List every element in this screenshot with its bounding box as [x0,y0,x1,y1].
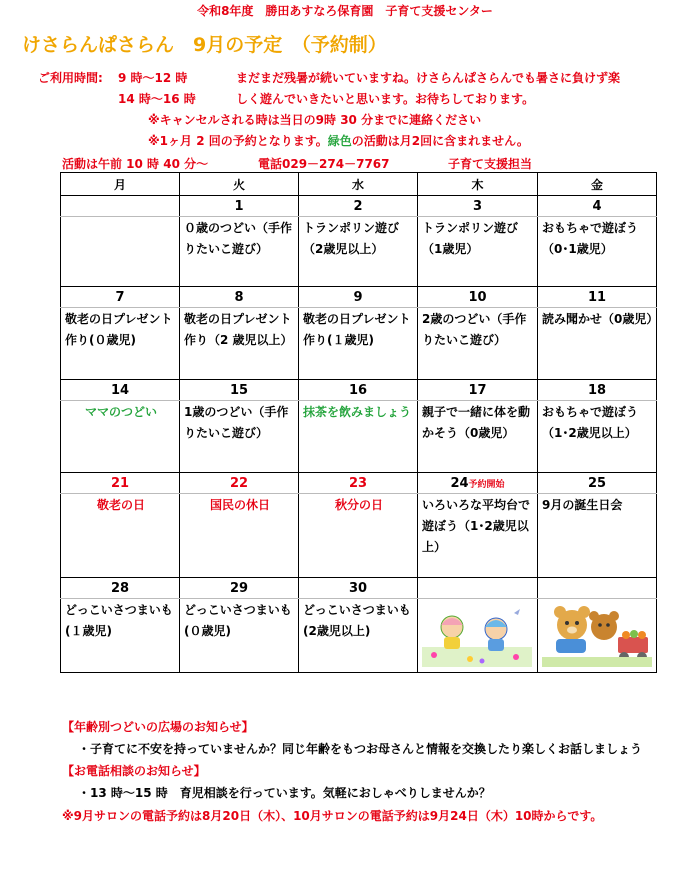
date-row [61,196,657,217]
date-cell: 30 [299,578,418,599]
notice-age-body: ・子育てに不安を持っていませんか？同じ年齢をもつお母さんと情報を交換したり楽しくお話しましょう [78,742,643,756]
activity-cell [538,308,657,380]
activity-cell [299,308,418,380]
activity-cell [418,308,538,380]
activity-time: 活動は午前 10 時 40 分～ [62,157,209,171]
date-cell: 23 [299,473,418,494]
date-number: 24 [450,475,469,491]
weekday-wed: 水 [299,173,418,196]
date-row [61,473,657,494]
holiday-text: 国民の休日 [209,498,270,512]
date-cell: 10 [418,287,538,308]
activity-text: どっこいさつまいも(１歳児) [65,603,173,638]
activity-text: ママのつどい [84,405,157,419]
cancel-note: ※キャンセルされる時は当日の9時 30 分までに連絡ください [148,113,482,127]
reserve-note-green: 緑色 [327,134,352,148]
activity-cell [61,599,180,673]
activity-cell [418,217,538,287]
date-cell [61,196,180,217]
weekday-thu: 木 [418,173,538,196]
holiday-text: 秋分の日 [334,498,383,512]
date-row [61,578,657,599]
reserve-note [148,132,529,149]
salon-note: ※9月サロンの電話予約は8月20日（木）、10月サロンの電話予約は9月24日（木）10時からです。 [62,809,603,823]
activity-cell [180,308,299,380]
notice-tel-title: 【お電話相談のお知らせ】 [62,764,206,778]
date-cell: 16 [299,380,418,401]
activity-cell [61,401,180,473]
activity-cell [299,494,418,578]
date-cell: 15 [180,380,299,401]
date-cell: 4 [538,196,657,217]
activity-text: トランポリン遊び（2歳児以上） [303,221,400,256]
teddy-bears-illustration-icon [542,603,652,667]
illustration-cell [418,599,538,673]
activity-row [61,217,657,287]
weekday-tue: 火 [180,173,299,196]
activity-text: 9月の誕生日会 [542,498,623,512]
activity-text: ０歳のつどい（手作りたいこ遊び） [184,221,293,256]
notice-tel-body: ・13 時～15 時 育児相談を行っています。気軽におしゃべりしませんか？ [78,786,491,800]
activity-cell [180,599,299,673]
activity-cell [418,401,538,473]
activity-text: 敬老の日プレゼント作り(０歳児) [65,312,173,347]
date-cell: 17 [418,380,538,401]
hours-label: ご利用時間: [38,71,103,85]
date-cell: 29 [180,578,299,599]
date-cell: 28 [61,578,180,599]
greeting-line-1: まだまだ残暑が続いていますね。けさらんぱさらんでも暑さに負けず楽 [236,71,621,85]
activity-text: おもちゃで遊ぼう（0･1歳児） [542,221,639,256]
activity-cell [538,401,657,473]
activity-text: トランポリン遊び（1歳児） [422,221,519,256]
activity-text: 敬老の日プレゼント作り（2 歳児以上） [184,312,293,347]
children-playing-illustration-icon [422,603,532,667]
date-cell: 25 [538,473,657,494]
weekday-fri: 金 [538,173,657,196]
date-cell: 2 [299,196,418,217]
reservation-start-tag: 予約開始 [468,479,505,490]
date-row [61,287,657,308]
date-cell [538,578,657,599]
date-row [61,380,657,401]
date-cell: 8 [180,287,299,308]
date-cell: 22 [180,473,299,494]
date-cell: 1 [180,196,299,217]
phone-number: 電話029－274－7767 [258,157,390,171]
activity-cell [418,494,538,578]
header-org: 令和8年度 勝田あすなろ保育園 子育て支援センター [197,4,493,18]
activity-cell [180,494,299,578]
greeting-line-2: しく遊んでいきたいと思います。お待ちしております。 [236,92,535,106]
reserve-note-a: ※1ヶ月 2 回の予約となります。 [148,134,328,148]
activity-row [61,599,657,673]
date-cell: 14 [61,380,180,401]
activity-cell [61,494,180,578]
date-cell: 21 [61,473,180,494]
staff-label: 子育て支援担当 [448,157,533,171]
activity-cell [538,217,657,287]
activity-text: 敬老の日プレゼント作り(１歳児) [303,312,411,347]
notice-age-title: 【年齢別つどいの広場のお知らせ】 [62,720,254,734]
hours-afternoon: 14 時～16 時 [118,92,196,106]
activity-text: 2歳のつどい（手作りたいこ遊び） [422,312,527,347]
activity-text: 1歳のつどい（手作りたいこ遊び） [184,405,289,440]
activity-text: 読み聞かせ（0歳児） [542,312,659,326]
date-cell [418,578,538,599]
date-cell: 9 [299,287,418,308]
holiday-text: 敬老の日 [96,498,145,512]
activity-cell [180,217,299,287]
date-cell: 3 [418,196,538,217]
date-cell: 11 [538,287,657,308]
calendar-table [60,172,657,673]
activity-cell [299,217,418,287]
activity-text: 親子で一緒に体を動かそう（0歳児） [422,405,531,440]
activity-text: どっこいさつまいも(2歳児以上) [303,603,411,638]
activity-text: おもちゃで遊ぼう（1･2歳児以上） [542,405,639,440]
page-title: けさらんぱさらん 9月の予定 （予約制） [22,34,387,56]
activity-cell [538,494,657,578]
activity-cell [299,599,418,673]
activity-row [61,494,657,578]
reserve-note-b: の活動は月2回に含まれません。 [351,134,529,148]
weekday-mon: 月 [61,173,180,196]
date-cell: 7 [61,287,180,308]
weekday-header-row [61,173,657,196]
hours-morning: 9 時～12 時 [118,71,188,85]
illustration-cell [538,599,657,673]
date-cell: 18 [538,380,657,401]
activity-text: 抹茶を飲みましょう [303,405,412,419]
activity-cell [180,401,299,473]
activity-cell [61,217,180,287]
activity-row [61,401,657,473]
activity-text: どっこいさつまいも(０歳児) [184,603,292,638]
activity-cell [61,308,180,380]
activity-row [61,308,657,380]
date-cell [418,473,538,494]
activity-cell [299,401,418,473]
activity-text: いろいろな平均台で遊ぼう（1･2歳児以上） [422,498,531,554]
